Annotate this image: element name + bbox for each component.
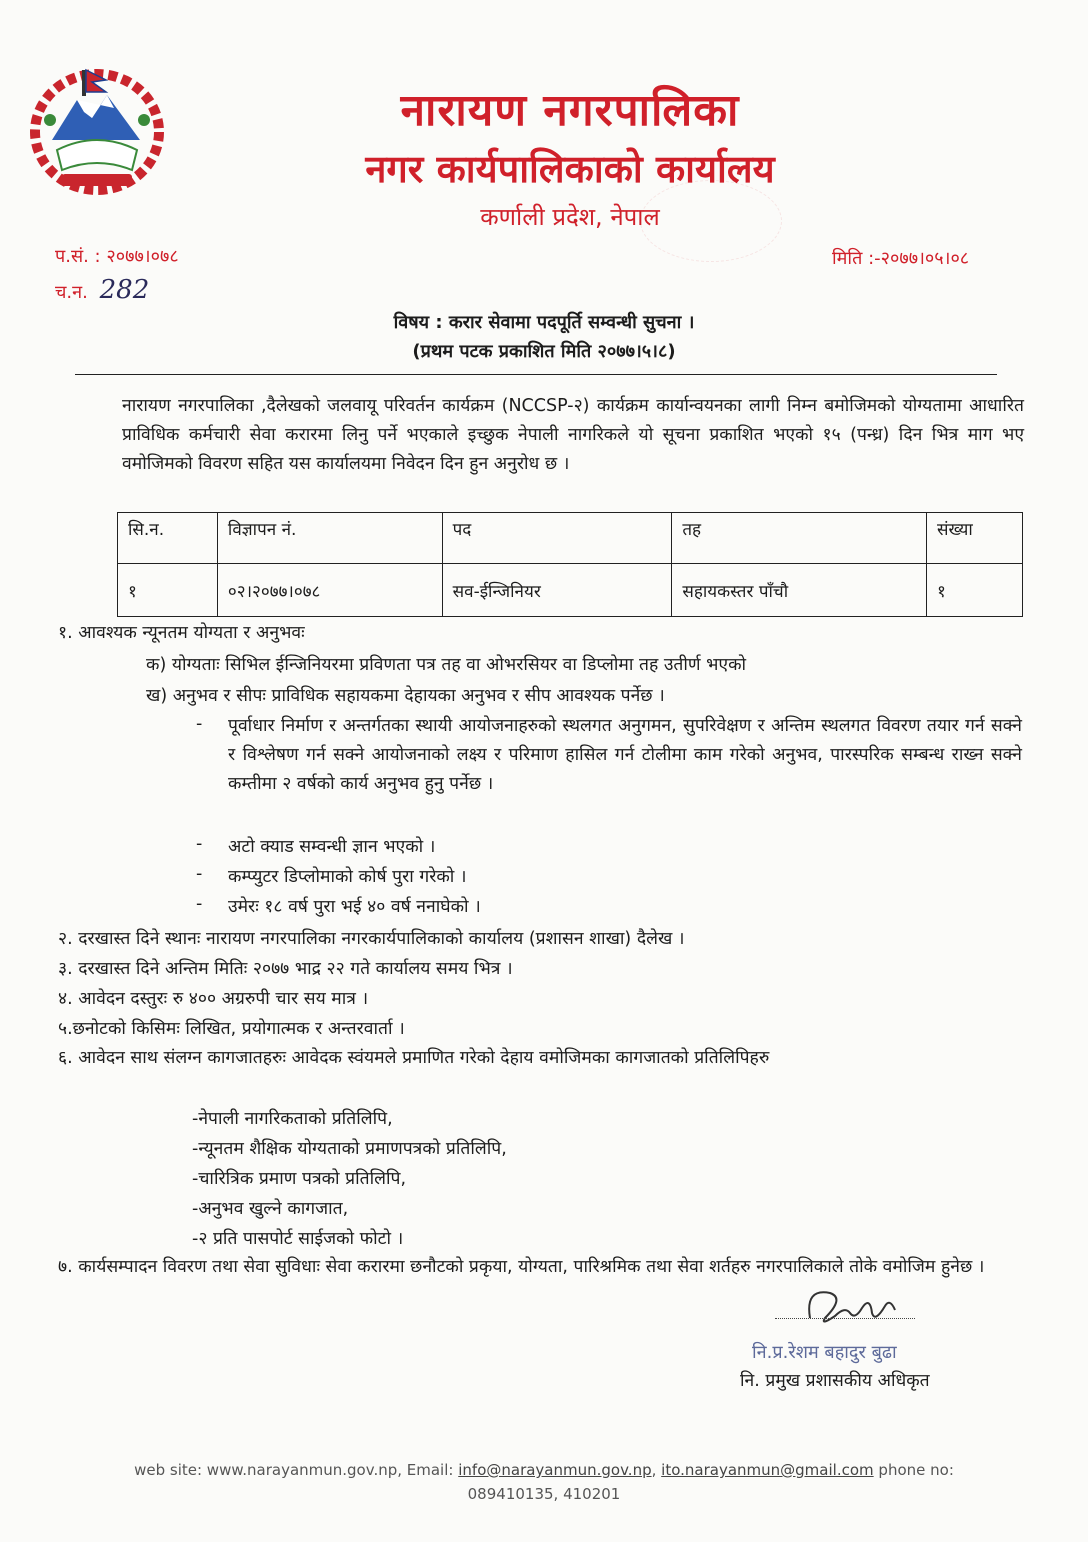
header-cell: सि.न. xyxy=(118,513,218,564)
subject-line: विषय : करार सेवामा पदपूर्ति सम्वन्धी सुचना । xyxy=(393,312,695,333)
table-cell: ०२।२०७७।०७८ xyxy=(217,564,442,617)
date-label: मिति :- xyxy=(832,248,881,269)
table-cell: १ xyxy=(927,564,1023,617)
separator: , xyxy=(651,1461,657,1479)
date xyxy=(832,246,969,270)
document-item: -चारित्रिक प्रमाण पत्रको प्रतिलिपि, xyxy=(192,1169,407,1189)
bullet-item: उमेरः १८ वर्ष पुरा भई ४० वर्ष ननाघेको । xyxy=(228,897,481,917)
office-location: कर्णाली प्रदेश, नेपाल xyxy=(480,203,660,231)
table-cell: सहायकस्तर पाँचौ xyxy=(672,564,927,617)
patra-sankhya-value: २०७७।०७८ xyxy=(106,246,179,267)
header-cell: विज्ञापन नं. xyxy=(217,513,442,564)
email-link-ito[interactable]: ito.narayanmun@gmail.com xyxy=(661,1461,874,1479)
nepal-emblem-icon xyxy=(22,60,172,200)
application-deadline: ३. दरखास्त दिने अन्तिम मितिः २०७७ भाद्र २२ गते कार्यालय समय भित्र । xyxy=(58,959,513,979)
header-cell: संख्या xyxy=(927,513,1023,564)
chalani-label: च.न. xyxy=(55,282,88,303)
intro-paragraph: नारायण नगरपालिका ,दैलेखको जलवायू परिवर्तन कार्यक्रम (NCCSP-२) कार्यक्रम कार्यान्वयनका लागी निम्न बमोजिमको योग्यतामा आधारित प्राविधिक कर्मचारी सेवा करारमा लिनु पर्ने भएकाले इच्छुक नेपाली नागरिकले यो सूचना प्रकाशित भएको १५ (पन्ध्र) दिन भित्र माग भए वमोजिमको विवरण सहित यस कार्यालयमा निवेदन दिन हुन अनुरोध छ । xyxy=(122,396,1024,474)
vacancy-table xyxy=(117,512,1023,617)
qualification-line: क) योग्यताः सिभिल ईन्जिनियरमा प्रविणता पत्र तह वा ओभरसियर वा डिप्लोमा तह उतीर्ण भएको xyxy=(146,655,747,675)
selection-type: ५.छनोटको किसिमः लिखित, प्रयोगात्मक र अन्तरवार्ता । xyxy=(58,1019,405,1039)
org-name: नारायण नगरपालिका xyxy=(400,85,740,136)
document-item: -न्यूनतम शैक्षिक योग्यताको प्रमाणपत्रको प्रतिलिपि, xyxy=(192,1139,507,1159)
application-place: २. दरखास्त दिने स्थानः नारायण नगरपालिका नगरकार्यपालिकाको कार्यालय (प्रशासन शाखा) दैलेख । xyxy=(58,929,685,949)
header-cell: पद xyxy=(442,513,672,564)
chalani-number xyxy=(55,275,149,305)
signature-mark xyxy=(800,1278,910,1338)
document-item: -अनुभव खुल्ने कागजात, xyxy=(192,1199,349,1219)
signature-line xyxy=(775,1318,915,1319)
patra-sankhya-label: प.सं. : xyxy=(55,246,101,267)
footer xyxy=(0,1458,1088,1506)
signatory-name: नि.प्र.रेशम बहादुर बुढा xyxy=(752,1342,897,1363)
service-terms-paragraph: ७. कार्यसम्पादन विवरण तथा सेवा सुविधाः सेवा करारमा छनौटको प्रकृया, योग्यता, पारिश्रमिक तथा सेवा शर्तहरु नगरपालिकाले तोके वमोजिम हुनेछ । xyxy=(58,1257,985,1277)
table-row xyxy=(118,564,1023,617)
footer-contact-line xyxy=(0,1458,1088,1482)
bullet-dash: - xyxy=(196,864,203,884)
signatory-title: नि. प्रमुख प्रशासकीय अधिकृत xyxy=(740,1371,930,1391)
phone-label: phone no: xyxy=(878,1461,954,1479)
website-label: web site: www.narayanmun.gov.np, Email: xyxy=(134,1461,454,1479)
divider xyxy=(75,374,997,375)
section1-heading: १. आवश्यक न्यूनतम योग्यता र अनुभवः xyxy=(58,623,305,643)
application-fee: ४. आवेदन दस्तुरः रु ४०० अग्ररुपी चार सय मात्र । xyxy=(58,989,369,1009)
experience-line: ख) अनुभव र सीपः प्राविधिक सहायकमा देहायका अनुभव र सीप आवश्यक पर्नेछ । xyxy=(146,686,665,706)
document-item: -२ प्रति पासपोर्ट साईजको फोटो । xyxy=(192,1229,404,1249)
bullet-dash: - xyxy=(196,714,203,734)
patra-sankhya xyxy=(55,244,179,268)
bullet-item: अटो क्याड सम्वन्धी ज्ञान भएको । xyxy=(228,837,436,857)
chalani-value: 282 xyxy=(99,275,150,305)
bullet-item: पूर्वाधार निर्माण र अन्तर्गतका स्थायी आयोजनाहरुको स्थलगत अनुगमन, सुपरिवेक्षण र अन्तिम स्थलगत विवरण तयार गर्न सक्ने र विश्लेषण गर्न सक्ने आयोजनाको लक्ष्य र परिमाण हासिल गर्न टोलीमा काम गरेको अनुभव, पारस्परिक सम्बन्ध राख्न सक्ने कम्तीमा २ वर्षको कार्य अनुभव हुनु पर्नेछ । xyxy=(228,716,1022,794)
email-link-info[interactable]: info@narayanmun.gov.np xyxy=(458,1461,652,1479)
table-header-row xyxy=(118,513,1023,564)
document-item: -नेपाली नागरिकताको प्रतिलिपि, xyxy=(192,1109,393,1129)
phone-numbers: 089410135, 410201 xyxy=(467,1485,621,1503)
bullet-dash: - xyxy=(196,834,203,854)
table-cell: १ xyxy=(118,564,218,617)
published-date-line: (प्रथम पटक प्रकाशित मिति २०७७।५।८) xyxy=(412,341,676,362)
bullet-dash: - xyxy=(196,894,203,914)
date-value: २०७७।०५।०८ xyxy=(880,248,970,269)
table-cell: सव-ईन्जिनियर xyxy=(442,564,672,617)
bullet-item: कम्प्युटर डिप्लोमाको कोर्ष पुरा गरेको । xyxy=(228,867,467,887)
office-name: नगर कार्यपालिकाको कार्यालय xyxy=(365,147,775,191)
faint-stamp xyxy=(640,180,782,262)
attachments-paragraph: ६. आवेदन साथ संलग्न कागजातहरुः आवेदक स्वंयमले प्रमाणित गरेको देहाय वमोजिमका कागजातको प्रतिलिपिहरु xyxy=(58,1048,770,1068)
header-cell: तह xyxy=(672,513,927,564)
